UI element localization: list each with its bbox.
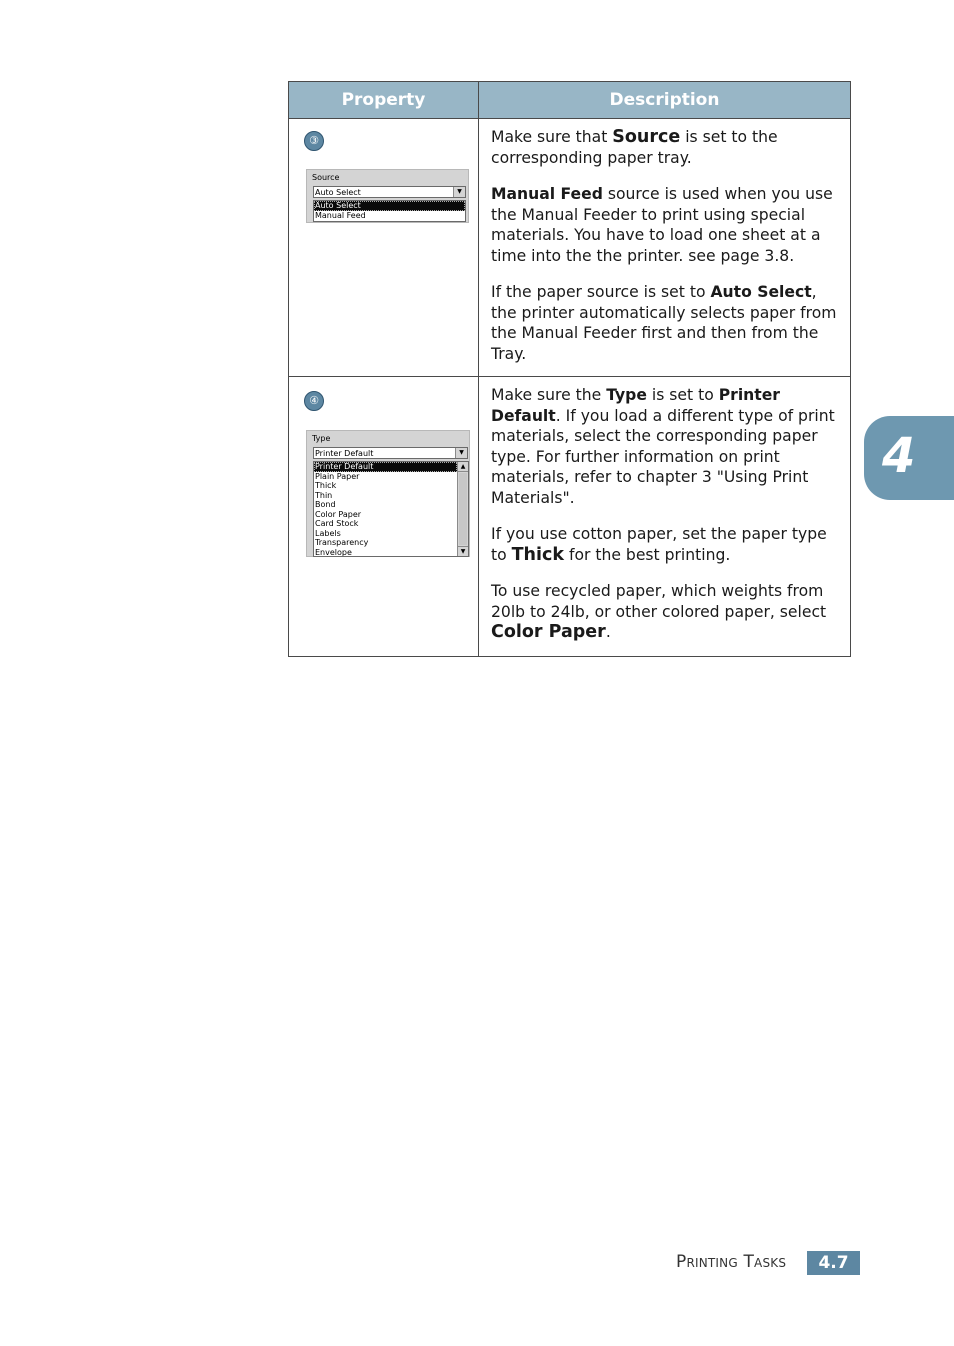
table-row — [289, 377, 851, 657]
chevron-down-icon[interactable]: ▼ — [455, 448, 467, 458]
page-number: 4.7 — [807, 1251, 860, 1275]
emphasis-text: Type — [606, 386, 647, 404]
body-text: source is used when you use the Manual Feeder to print using special materials. You have to load one sheet at a time into the the printer. see page 3.8. — [491, 185, 833, 265]
body-text: , the printer automatically selects paper from the Manual Feeder first and then from the Tray. — [491, 283, 837, 363]
body-text: Make sure that — [491, 128, 613, 146]
chapter-number: 4 — [882, 428, 916, 484]
body-text: is set to — [646, 386, 719, 404]
chapter-tab — [864, 416, 954, 500]
table-header-row — [289, 82, 851, 119]
body-text: . If you load a different type of print materials, select the corresponding paper type. For further information on print materials, refer to chapter 3 "Using Print Materials". — [491, 406, 835, 507]
type-select-value: Printer Default — [315, 449, 374, 458]
list-item[interactable]: Card Stock — [315, 519, 359, 528]
type-panel — [306, 430, 470, 557]
body-text: If the paper source is set to — [491, 283, 711, 301]
scroll-track[interactable] — [459, 473, 467, 545]
body-text: To use recycled paper, which weights from 20lb to 24lb, or other colored paper, select — [491, 582, 827, 621]
source-dropdown-list — [313, 200, 466, 222]
body-text: . — [605, 623, 611, 641]
description-paragraph — [491, 127, 838, 168]
emphasis-text: Printer Default — [491, 386, 780, 425]
list-item[interactable]: Transparency — [315, 538, 369, 547]
description-paragraph — [491, 385, 838, 508]
body-text: for the best printing. — [564, 545, 731, 564]
emphasis-text: Manual Feed — [491, 185, 603, 203]
description-paragraph — [491, 524, 838, 565]
list-item[interactable]: Printer Default — [314, 462, 457, 472]
step-3-badge: ③ — [304, 131, 324, 151]
source-select[interactable] — [313, 186, 466, 198]
emphasis-text: Thick — [511, 544, 565, 565]
footer-section-title: Printing Tasks — [676, 1252, 787, 1272]
chevron-down-icon[interactable]: ▼ — [453, 187, 465, 197]
header-description: Description — [479, 82, 851, 119]
list-item[interactable]: Color Paper — [315, 509, 362, 519]
scroll-down-icon[interactable]: ▼ — [458, 546, 468, 556]
description-paragraph — [491, 282, 838, 364]
header-property: Property — [289, 82, 479, 119]
description-paragraph — [491, 184, 838, 266]
source-select-value: Auto Select — [315, 188, 361, 197]
property-cell-source — [289, 119, 479, 377]
emphasis-text: Source — [612, 127, 681, 147]
list-item[interactable]: Thin — [315, 490, 333, 500]
type-label: Type — [312, 434, 331, 443]
list-item[interactable]: Auto Select — [314, 201, 465, 211]
list-item[interactable]: Envelope — [315, 547, 352, 557]
description-cell-source — [479, 119, 851, 377]
step-4-badge: ④ — [304, 391, 324, 411]
description-cell-type — [479, 377, 851, 657]
list-item[interactable]: Thick — [315, 481, 337, 490]
table-row — [289, 119, 851, 377]
list-item[interactable]: Labels — [315, 528, 341, 538]
list-item[interactable]: Plain Paper — [315, 471, 360, 481]
description-text — [491, 385, 838, 643]
type-dropdown-list — [313, 461, 469, 557]
body-text: If you use cotton paper, set the paper type to — [491, 525, 827, 564]
property-cell-type — [289, 377, 479, 657]
scroll-up-icon[interactable]: ▲ — [458, 462, 468, 472]
property-table — [288, 81, 851, 657]
emphasis-text: Auto Select — [710, 283, 812, 301]
source-panel — [306, 169, 469, 223]
description-paragraph — [491, 581, 838, 643]
list-scrollbar[interactable] — [457, 462, 468, 556]
description-text — [491, 127, 838, 364]
emphasis-text: Color Paper — [491, 622, 606, 642]
source-label: Source — [312, 173, 340, 182]
list-item[interactable]: Bond — [315, 500, 336, 509]
type-select[interactable] — [313, 447, 468, 459]
body-text: Make sure the — [491, 386, 607, 404]
body-text: is set to the corresponding paper tray. — [491, 128, 778, 167]
list-item[interactable]: Manual Feed — [315, 210, 366, 220]
